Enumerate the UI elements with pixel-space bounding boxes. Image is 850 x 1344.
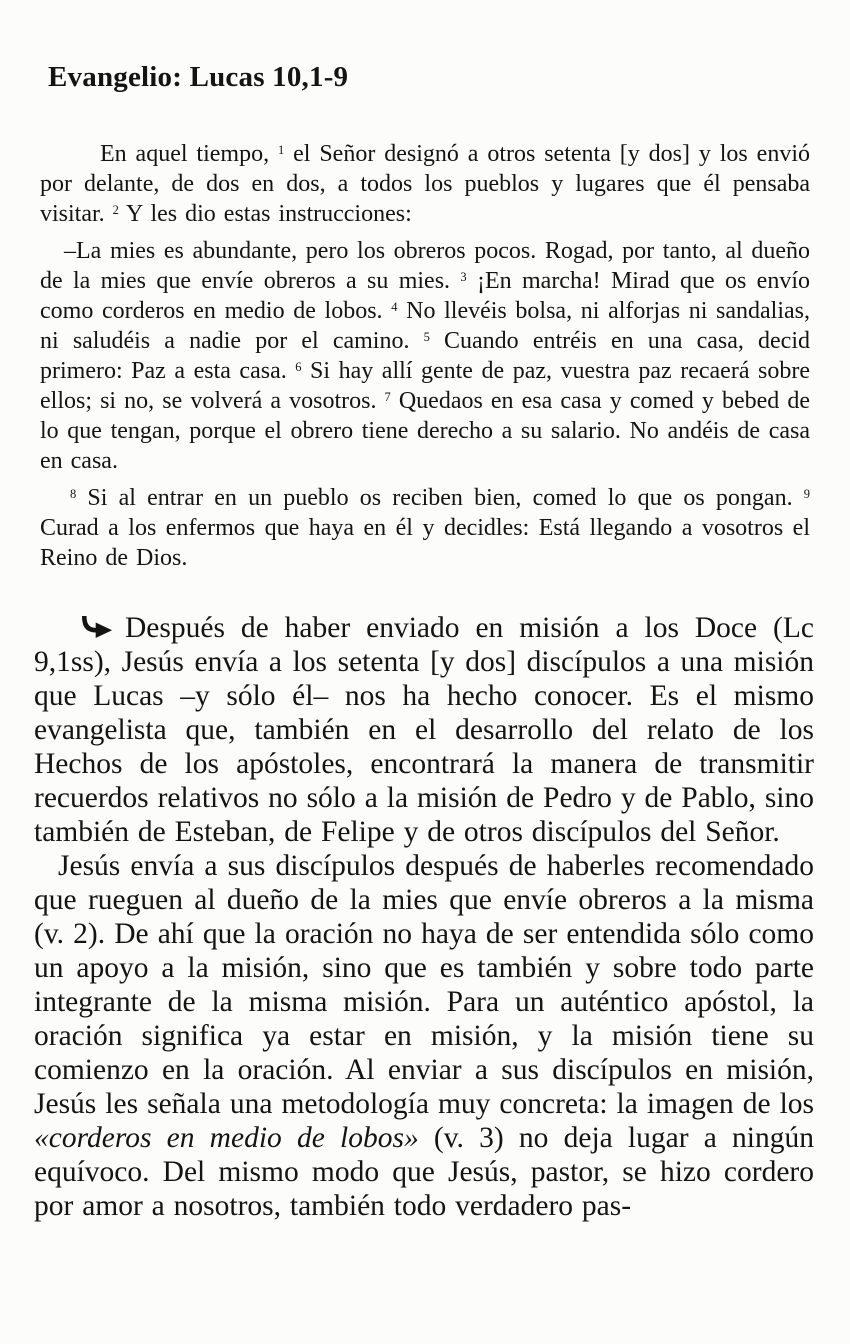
commentary-paragraph: Jesús envía a sus discípulos después de haberles recomendado que rueguen al dueño de la mies que envíe obreros a la misma (v. 2). De ahí que la oración no haya de ser entendida sólo como un apoyo a la misión, sino que es también y sobre todo parte integrante de la misma misión. Para un auténtico apóstol, la oración significa ya estar en misión, y la misión tiene su comienzo en la oración. Al enviar a sus discípulos en misión, Jesús les señala una metodología muy concreta: la imagen de los «corderos en medio de lobos» (v. 3) no deja lugar a ningún equívoco. Del mismo modo que Jesús, pastor, se hizo cordero por amor a nosotros, también todo verdadero pas- [34,850,814,1222]
gospel-reading [40,139,810,573]
gospel-paragraph: En aquel tiempo, $^1$ el Señor designó a otros setenta [y dos] y los envió por delante, de dos en dos, a todos los pueblos y lugares que él pensaba visitar. $^2$ Y les dio estas instrucciones: [40,141,810,227]
commentary-paragraph [34,611,814,849]
gospel-paragraph: –La mies es abundante, pero los obreros pocos. Rogad, por tanto, al dueño de la mies que envíe obreros a su mies. $^3$ ¡En marcha! Mirad que os envío como corderos en medio de lobos. $^4$ No llevéis bolsa, ni alforjas ni sandalias, ni saludéis a nadie por el camino. $^5$ Cuando entréis en una casa, decid primero: Paz a esta casa. $^6$ Si hay allí gente de paz, vuestra paz recaerá sobre ellos; si no, se volverá a vosotros. $^7$ Quedaos en esa casa y comed y bebed de lo que tengan, porque el obrero tiene derecho a su salario. No andéis de casa en casa. [40,238,811,474]
gospel-paragraph: $^8$ Si al entrar en un pueblo os reciben bien, comed lo que os pongan. $^9$ Curad a los enfermos que haya en él y decidles: Está llegando a vosotros el Reino de Dios. [40,485,810,571]
curved-right-arrow-icon [58,611,113,645]
commentary-section [34,611,814,1223]
commentary-text: Después de haber enviado en misión a los Doce (Lc 9,1ss), Jesús envía a los setenta [y dos] discípulos a una misión que Lucas –y sólo él– nos ha hecho conocer. Es el mismo evangelista que, también en el desarrollo del relato de los Hechos de los apóstoles, encontrará la manera de transmitir recuerdos relativos no sólo a la misión de Pedro y de Pablo, sino también de Esteban, de Felipe y de otros discípulos del Señor. [34,612,814,848]
page-title: Evangelio: Lucas 10,1-9 [48,61,349,93]
